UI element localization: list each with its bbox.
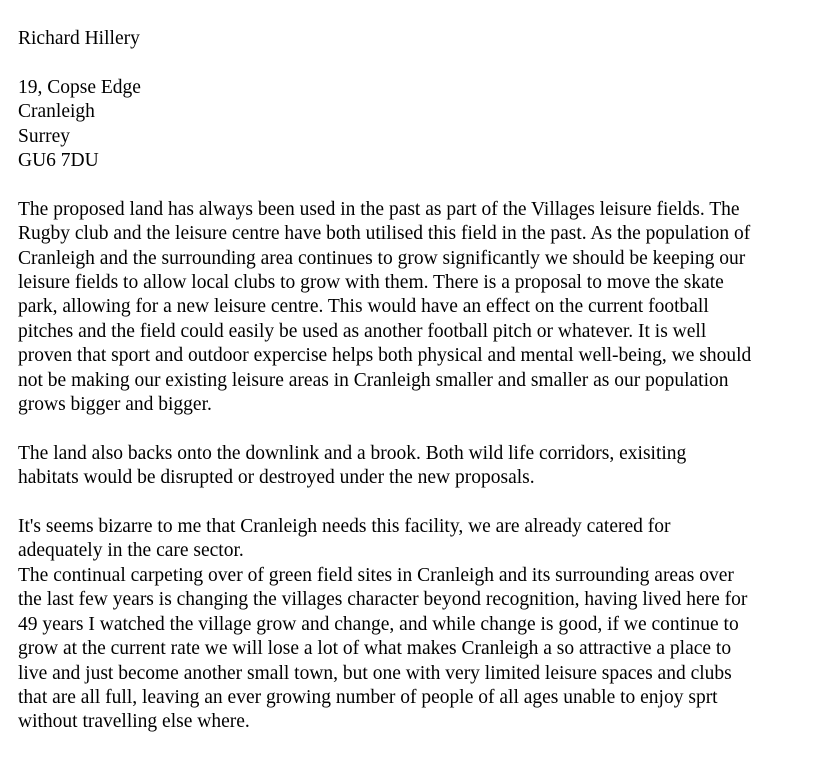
- address-line: 19, Copse Edge: [18, 76, 141, 98]
- paragraph-line: Cranleigh and the surrounding area continues to grow significantly we should be keeping our: [18, 247, 746, 269]
- paragraph-line: proven that sport and outdoor expercise helps both physical and mental well-being, we should: [18, 345, 752, 367]
- paragraph-line: It's seems bizarre to me that Cranleigh needs this facility, we are already catered for: [18, 516, 671, 538]
- paragraph-line: grows bigger and bigger.: [18, 394, 212, 416]
- paragraph-line: adequately in the care sector.: [18, 540, 244, 562]
- paragraph-line: the last few years is changing the villages character beyond recognition, having lived here for: [18, 589, 748, 611]
- spacer: [18, 491, 830, 515]
- paragraph-line: live and just become another small town, but one with very limited leisure spaces and clubs: [18, 662, 732, 684]
- paragraph-line: The proposed land has always been used in the past as part of the Villages leisure fields. The: [18, 198, 740, 220]
- sender-name: Richard Hillery: [18, 28, 140, 49]
- paragraph-leisure-fields: [18, 198, 830, 418]
- address-line: Surrey: [18, 125, 70, 147]
- paragraph-line: 49 years I watched the village grow and change, and while change is good, if we continue to: [18, 613, 739, 635]
- paragraph-wildlife: [18, 442, 830, 491]
- paragraph-line: not be making our existing leisure areas in Cranleigh smaller and smaller as our population: [18, 369, 729, 391]
- paragraph-line: park, allowing for a new leisure centre. This would have an effect on the current football: [18, 296, 709, 318]
- paragraph-line: habitats would be disrupted or destroyed under the new proposals.: [18, 467, 535, 489]
- paragraph-village-character: [18, 515, 830, 735]
- paragraph-line: The continual carpeting over of green field sites in Cranleigh and its surrounding areas over: [18, 564, 734, 586]
- letter-document: [18, 27, 830, 735]
- spacer: [18, 173, 830, 197]
- paragraph-line: Rugby club and the leisure centre have both utilised this field in the past. As the population of: [18, 223, 751, 245]
- paragraph-line: that are all full, leaving an ever growing number of people of all ages unable to enjoy sprt: [18, 686, 718, 708]
- paragraph-line: without travelling else where.: [18, 711, 250, 733]
- paragraph-line: The land also backs onto the downlink and a brook. Both wild life corridors, exisiting: [18, 442, 687, 464]
- address-line: GU6 7DU: [18, 150, 99, 172]
- address-line: Cranleigh: [18, 101, 95, 123]
- paragraph-line: grow at the current rate we will lose a lot of what makes Cranleigh a so attractive a place to: [18, 638, 732, 660]
- spacer: [18, 51, 830, 75]
- spacer: [18, 417, 830, 441]
- paragraph-line: leisure fields to allow local clubs to grow with them. There is a proposal to move the skate: [18, 272, 724, 294]
- paragraph-line: pitches and the field could easily be used as another football pitch or whatever. It is well: [18, 320, 707, 342]
- sender-address: [18, 76, 830, 174]
